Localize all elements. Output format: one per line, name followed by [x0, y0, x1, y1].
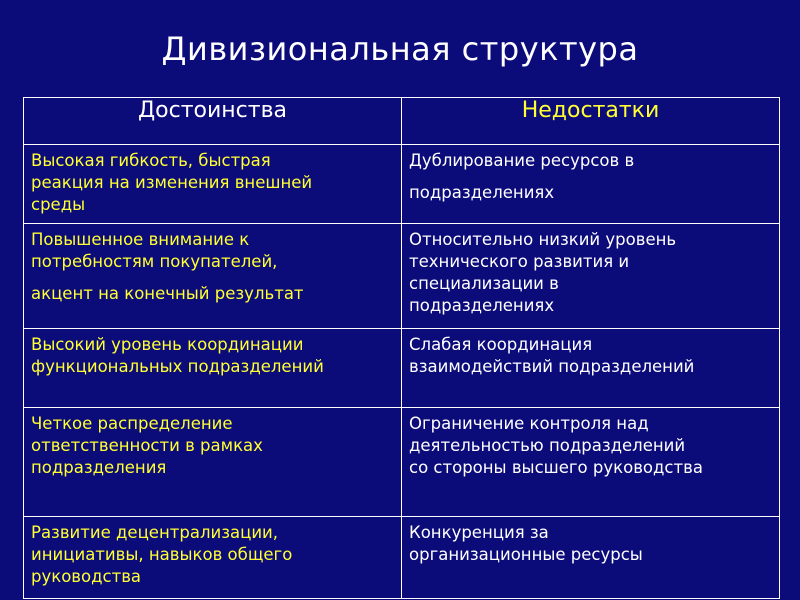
disadvantage-line: организационные ресурсы [409, 545, 643, 564]
advantage-line: руководства [31, 567, 142, 586]
advantage-line: потребностям покупателей, [31, 252, 278, 271]
slide-title: Дивизиональная структура [161, 30, 639, 68]
advantage-line: функциональных подразделений [31, 357, 324, 376]
table-row [24, 408, 780, 517]
disadvantage-line: подразделениях [409, 296, 555, 315]
table-row [24, 145, 780, 224]
disadvantage-line: технического развития и [409, 252, 630, 271]
disadvantage-line: Конкуренция за [409, 523, 549, 542]
advantage-line: акцент на конечный результат [31, 284, 304, 303]
advantage-line: Повышенное внимание к [31, 230, 250, 249]
disadvantage-line: Слабая координация [409, 335, 593, 354]
advantage-line: Высокий уровень координации [31, 335, 304, 354]
advantage-line: ответственности в рамках [31, 436, 263, 455]
header-disadvantages: Недостатки [402, 98, 780, 145]
advantage-cell [24, 329, 402, 408]
advantage-line: реакция на изменения внешней [31, 173, 313, 192]
table-row [24, 517, 780, 599]
disadvantage-line: деятельностью подразделений [409, 436, 686, 455]
advantage-line: Высокая гибкость, быстрая [31, 151, 271, 170]
header-row [24, 98, 780, 145]
advantage-cell [24, 517, 402, 599]
advantage-line: среды [31, 195, 86, 214]
advantage-cell [24, 145, 402, 224]
advantage-line: Четкое распределение [31, 414, 233, 433]
advantage-line: подразделения [31, 458, 167, 477]
disadvantage-cell [402, 224, 780, 329]
disadvantage-line: Дублирование ресурсов в [409, 151, 635, 170]
advantage-cell [24, 408, 402, 517]
advantage-line: Развитие децентрализации, [31, 523, 279, 542]
advantage-line: инициативы, навыков общего [31, 545, 293, 564]
comparison-table [23, 97, 780, 599]
header-advantages: Достоинства [24, 98, 402, 145]
disadvantage-line: взаимодействий подразделений [409, 357, 695, 376]
disadvantage-line: специализации в [409, 274, 559, 293]
disadvantage-line: со стороны высшего руководства [409, 458, 703, 477]
disadvantage-line: подразделениях [409, 183, 555, 202]
advantage-cell [24, 224, 402, 329]
disadvantage-cell [402, 517, 780, 599]
table-row [24, 329, 780, 408]
disadvantage-cell [402, 408, 780, 517]
disadvantage-cell [402, 145, 780, 224]
table-row [24, 224, 780, 329]
disadvantage-line: Ограничение контроля над [409, 414, 649, 433]
disadvantage-line: Относительно низкий уровень [409, 230, 677, 249]
disadvantage-cell [402, 329, 780, 408]
